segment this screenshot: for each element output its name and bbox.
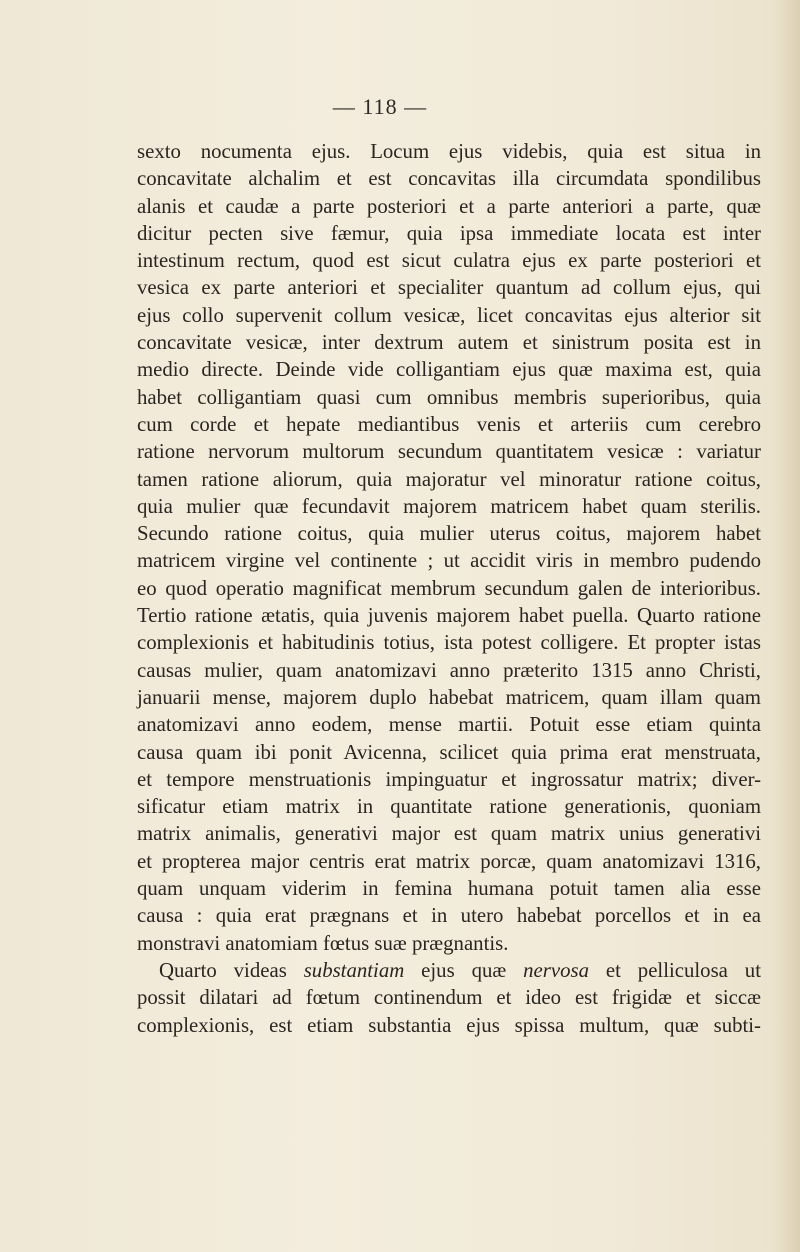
para2-pre: Quarto videas: [159, 958, 304, 982]
text-line: sexto nocumenta ejus. Locum ejus videbis, quia est situa in: [137, 140, 761, 163]
text-line: habet colligantiam quasi cum omnibus membris superioribus, quia: [137, 385, 761, 409]
text-line: quia mulier quæ fecundavit majorem matricem habet quam sterilis.: [137, 494, 761, 518]
text-line: dicitur pecten sive fæmur, quia ipsa immediate locata est inter: [137, 221, 761, 245]
text-line: matrix animalis, generativi major est quam matrix unius generativi: [137, 822, 761, 846]
text-line: monstravi anatomiam fœtus suæ prægnantis.: [137, 931, 509, 955]
body-text: [137, 138, 761, 1039]
text-line: complexionis, est etiam substantia ejus spissa multum, quæ subti-: [137, 1013, 761, 1037]
text-line: eo quod operatio magnificat membrum secundum galen de interioribus.: [137, 576, 761, 600]
text-line: anatomizavi anno eodem, mense martii. Potuit esse etiam quinta: [137, 713, 761, 737]
para2-post: et pelliculosa ut: [588, 958, 761, 982]
text-line: matricem virgine vel continente ; ut accidit viris in membro pudendo: [137, 549, 761, 573]
text-line: concavitate vesicæ, inter dextrum autem et sinistrum posita est in: [137, 331, 761, 355]
italic-term-substantiam: substantiam: [303, 958, 405, 982]
text-line: possit dilatari ad fœtum continendum et ideo est frigidæ et siccæ: [137, 986, 761, 1010]
text-line: sificatur etiam matrix in quantitate ratione generationis, quoniam: [137, 795, 761, 819]
text-line: concavitate alchalim et est concavitas illa circumdata spondilibus: [137, 167, 761, 191]
text-line: vesica ex parte anteriori et specialiter quantum ad collum ejus, qui: [137, 276, 761, 300]
text-line: complexionis et habitudinis totius, ista potest colligere. Et propter istas: [137, 631, 761, 655]
text-line: ejus collo supervenit collum vesicæ, licet concavitas ejus alterior sit: [137, 303, 761, 327]
text-line: tamen ratione aliorum, quia majoratur vel minoratur ratione coitus,: [137, 467, 761, 491]
text-line: Tertio ratione ætatis, quia juvenis majorem habet puella. Quarto ratione: [137, 604, 761, 628]
text-line: causa quam ibi ponit Avicenna, scilicet quia prima erat menstruata,: [137, 740, 761, 764]
text-line: januarii mense, majorem duplo habebat matricem, quam illam quam: [137, 685, 761, 709]
text-line: ratione nervorum multorum secundum quantitatem vesicæ : variatur: [137, 440, 761, 464]
italic-term-nervosa: nervosa: [523, 958, 589, 982]
text-line: et tempore menstruationis impinguatur et ingrossatur matrix; diver-: [137, 767, 761, 791]
paragraph-start-line: [137, 957, 761, 984]
page-number: — 118 —: [332, 94, 428, 119]
text-line: cum corde et hepate mediantibus venis et arteriis cum cerebro: [137, 412, 761, 436]
text-line: causa : quia erat prægnans et in utero habebat porcellos et in ea: [137, 904, 761, 928]
para2-mid: ejus quæ: [404, 958, 524, 982]
text-line: et propterea major centris erat matrix porcæ, quam anatomizavi 1316,: [137, 849, 761, 873]
text-line: intestinum rectum, quod est sicut culatra ejus ex parte posteriori et: [137, 249, 761, 273]
page-edge-shadow: [774, 0, 800, 1252]
text-line: quam unquam viderim in femina humana potuit tamen alia esse: [137, 877, 761, 901]
text-line: causas mulier, quam anatomizavi anno præterito 1315 anno Christi,: [137, 658, 761, 682]
text-line: Secundo ratione coitus, quia mulier uterus coitus, majorem habet: [137, 522, 761, 546]
text-line: medio directe. Deinde vide colligantiam ejus quæ maxima est, quia: [137, 358, 761, 382]
text-line: alanis et caudæ a parte posteriori et a parte anteriori a parte, quæ: [137, 194, 761, 218]
